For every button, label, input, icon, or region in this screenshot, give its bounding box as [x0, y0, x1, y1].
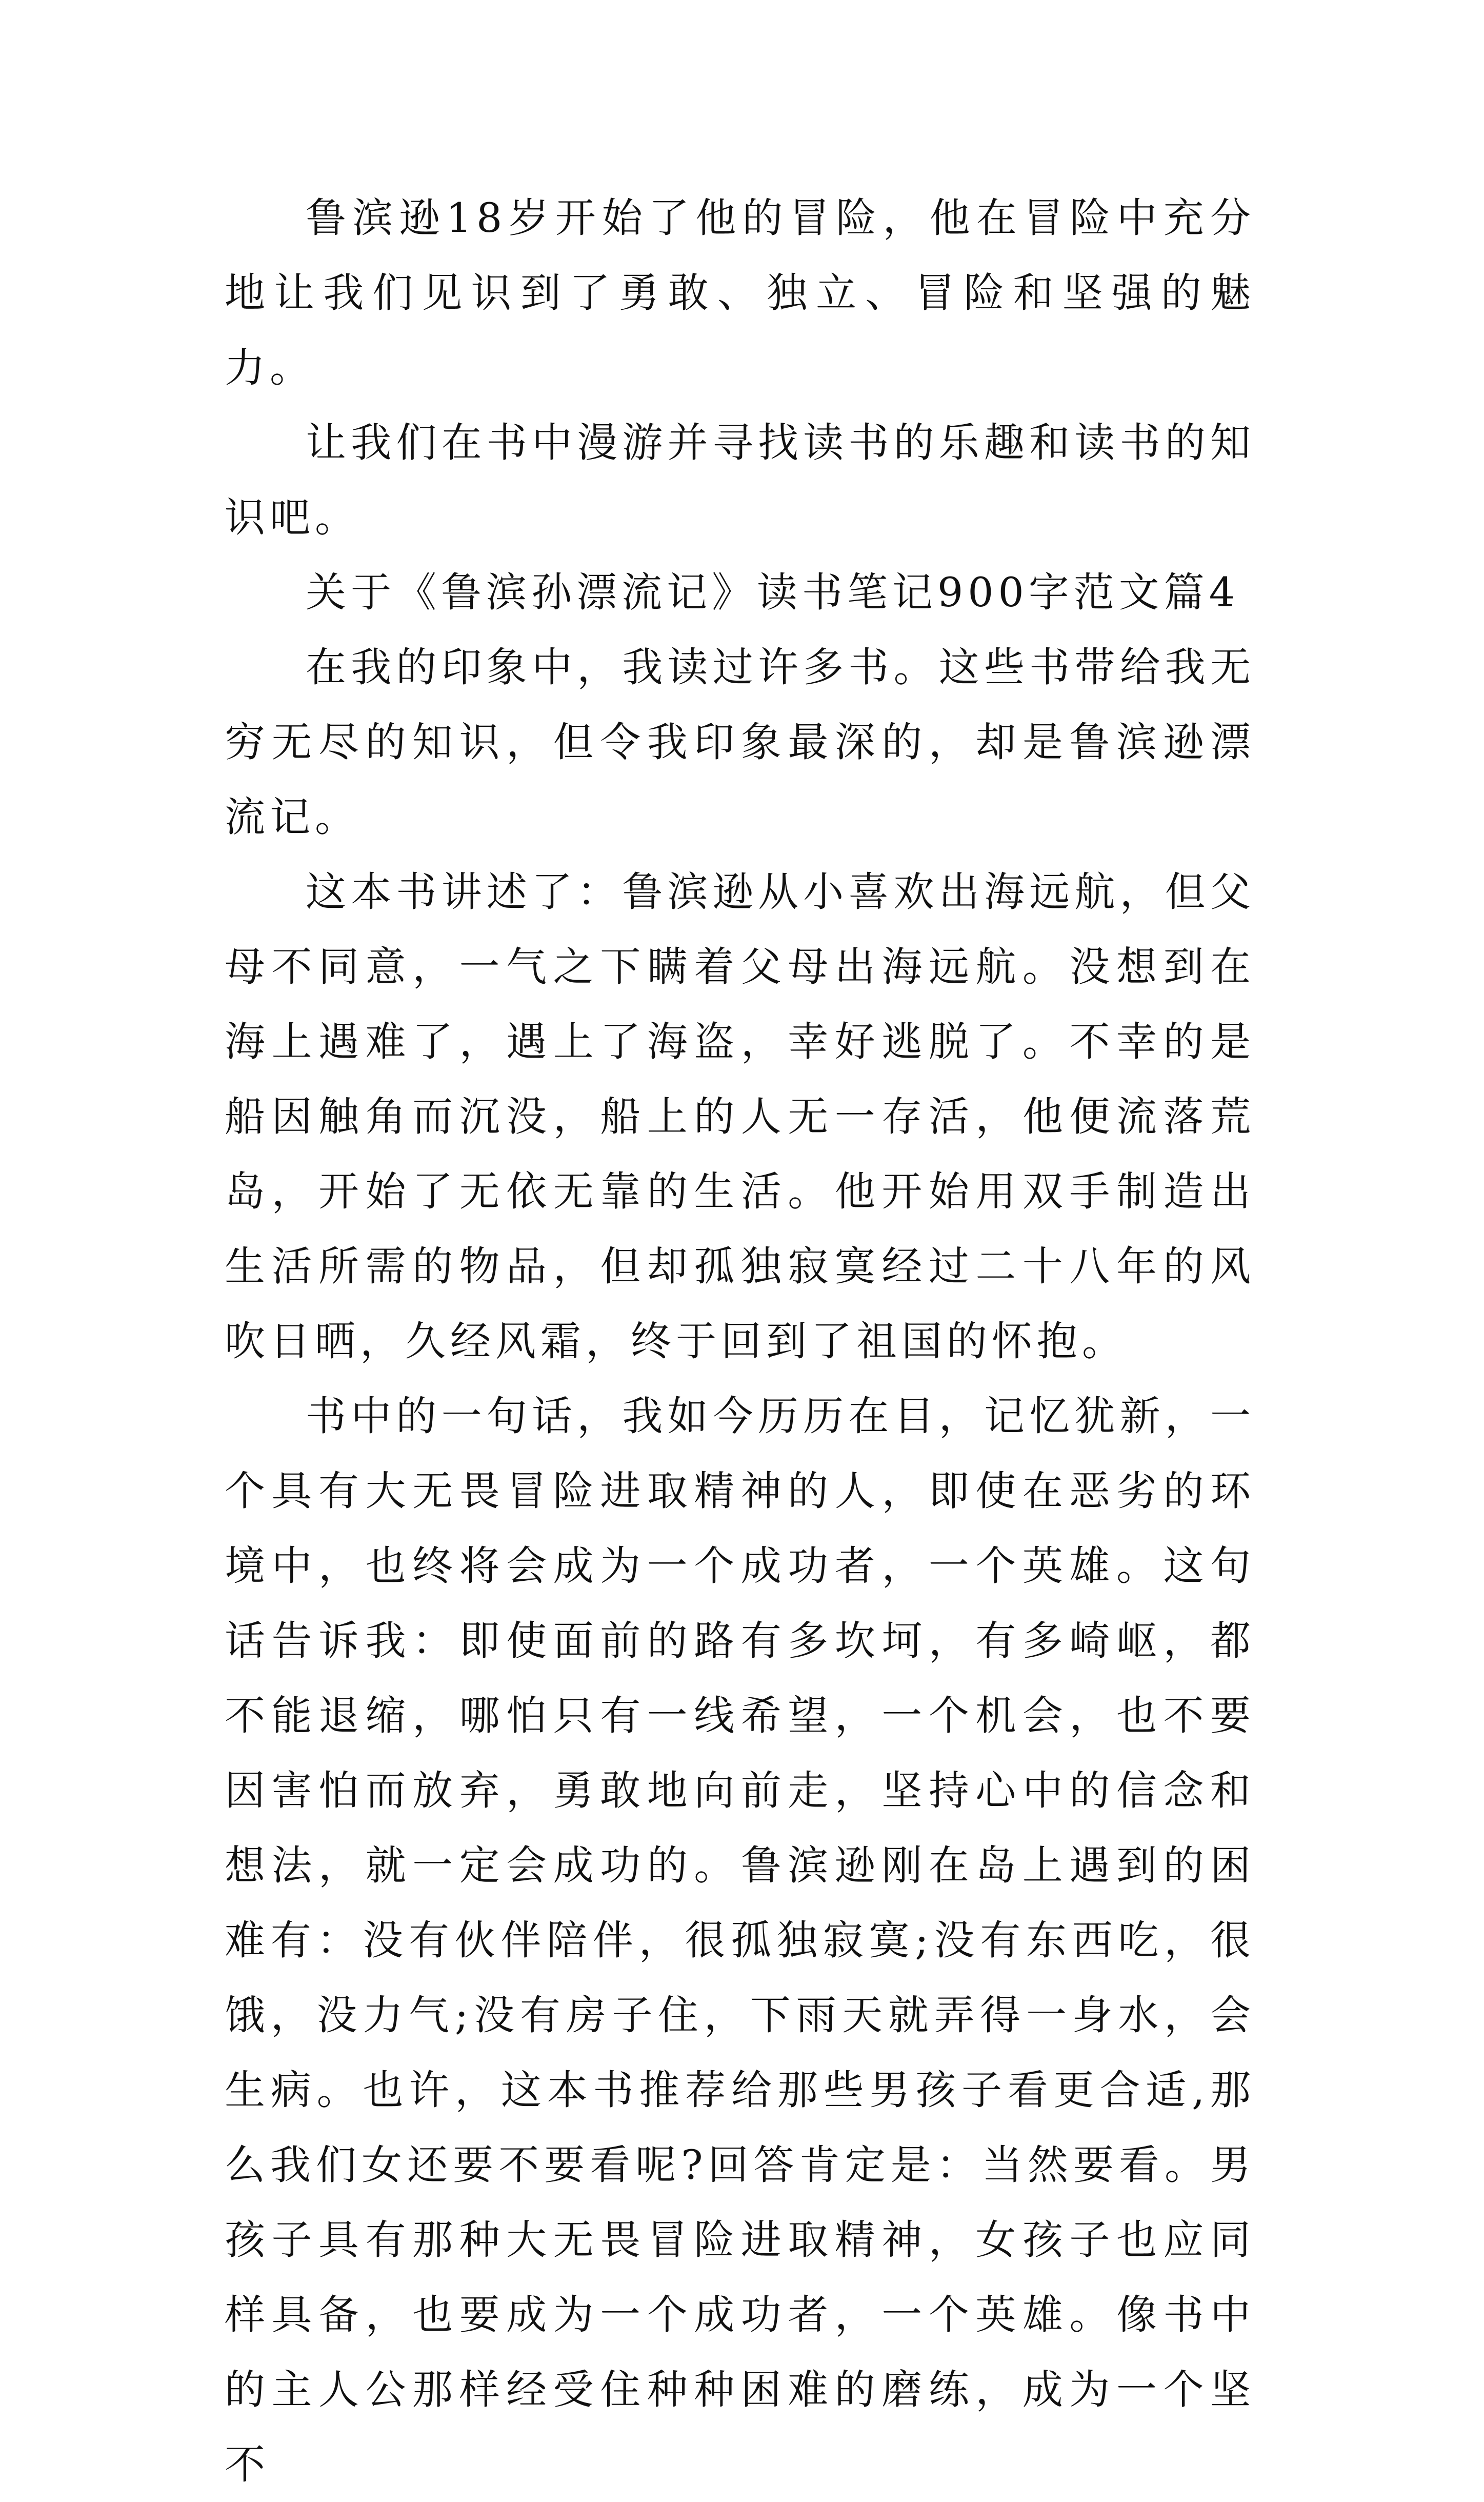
section-heading: 关于《鲁滨孙漂流记》读书笔记900字范文篇4	[306, 569, 1240, 616]
paragraph-reading-invitation: 让我们在书中漫游并寻找读书的乐趣和读书的知识吧。	[225, 419, 1255, 541]
paragraph-story-summary: 这本书讲述了：鲁滨逊从小喜欢出海远航，但父母不同意，一气之下瞒着父母出海远航。没想到在海上遇难了，遇上了海盗，幸好逃脱了。不幸的是船因触角而沉没，船上的人无一存活，他便流落荒岛，开始了无依无靠的生活。他开始用双手制造出生活所需的物品，但却孤独寂寞经过二十八年的风吹日晒，久经风霜，终于回到了祖国的怀抱。	[225, 868, 1255, 1365]
paragraph-adventure-summary: 鲁滨逊18岁开始了他的冒险，他在冒险中充分地让我们见识到了勇敢、独立、冒险和坚强的魅力。	[225, 194, 1255, 391]
paragraph-reflection: 书中的一句话，我如今历历在目，记忆犹新，一个具有大无畏冒险进取精神的人，即使在恶劣的环境中，也终将会成为一个成功者，一个英雄。这句话告诉我：即使面前的路有多坎坷，有多崎岖，都不能退缩，哪怕只有一线希望，一个机会，也不要因害怕而放弃，勇敢地向前走，坚持心中的信念和想法，就一定会成功的。鲁滨逊刚在岛上遇到的困难有：没有伙伴陪伴，很孤独寂寞;没有东西吃，很饿，没力气;没有房子住，下雨天就弄得一身水，会生病。也许，这本书推荐给那些男孩子看更合适,那么我们女还要不要看呢?回答肯定是：当然要看。男孩子具有那种大无畏冒险进取精神，女孩子也应同样具备，也要成为一个成功者，一个英雄。像书中的主人公那样经受住种种困难的磨练，成为一个坚不	[225, 1393, 1255, 2488]
paragraph-impression: 在我的印象中，我读过许多书。这些书带给我无穷无尽的知识，但令我印象最深的，却是鲁滨逊漂流记。	[225, 644, 1255, 841]
document-body	[225, 181, 1255, 2502]
